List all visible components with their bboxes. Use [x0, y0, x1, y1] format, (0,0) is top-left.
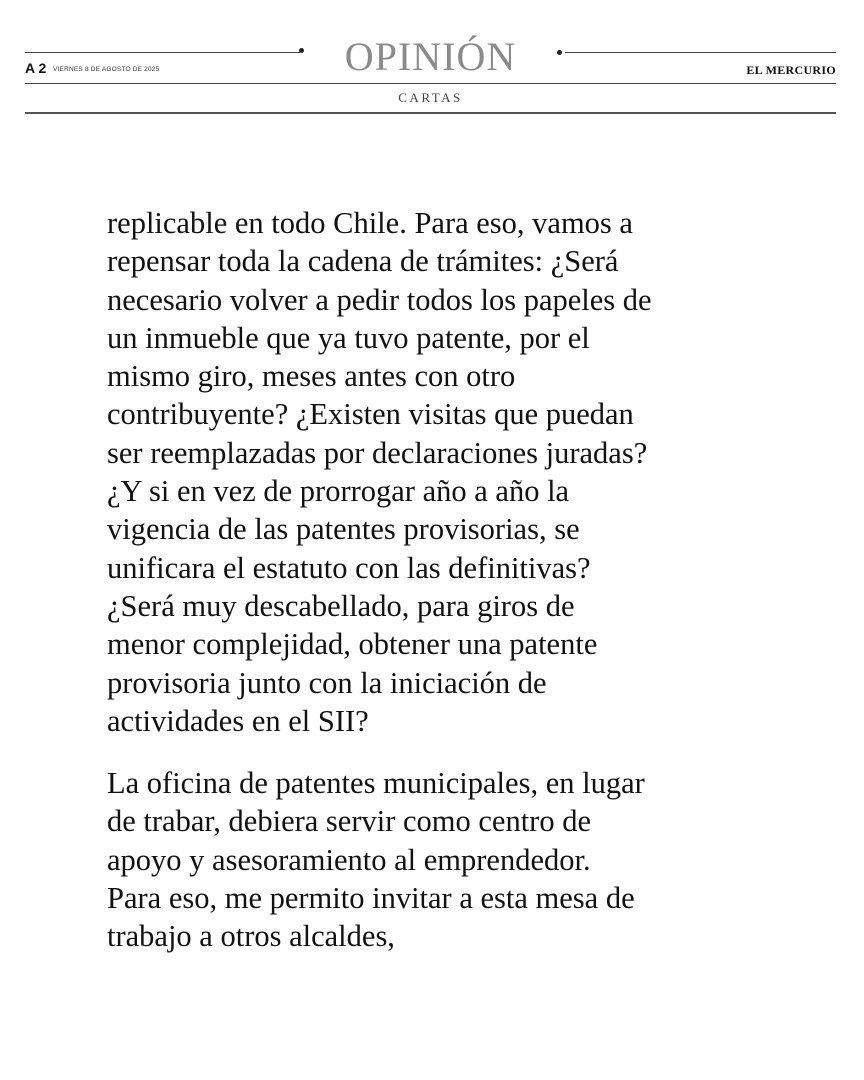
text-line: Para eso, me permito invitar a esta mesa de — [107, 881, 635, 916]
ornament-dot-right — [557, 50, 562, 55]
text-line: contribuyente? ¿Existen visitas que puedan — [107, 397, 634, 432]
text-line: trabajo a otros alcaldes, — [107, 919, 395, 954]
text-line: ¿Y si en vez de prorrogar año a año la — [107, 474, 570, 509]
letter-body — [107, 204, 787, 980]
masthead — [25, 30, 836, 116]
text-line: apoyo y asesoramiento al emprendedor. — [107, 842, 591, 877]
text-line: un inmueble que ya tuvo patente, por el — [107, 320, 590, 355]
newspaper-name: EL MERCURIO — [746, 63, 836, 77]
text-line: La oficina de patentes municipales, en lugar — [107, 766, 645, 801]
text-line: ser reemplazadas por declaraciones juradas? — [107, 435, 648, 470]
header-rule-bottom — [25, 112, 836, 114]
text-line: ¿Será muy descabellado, para giros de — [107, 588, 575, 623]
paragraph-1 — [107, 204, 787, 740]
paragraph-2 — [107, 764, 787, 955]
text-line: vigencia de las patentes provisorias, se — [107, 512, 580, 547]
text-line: replicable en todo Chile. Para eso, vamos a — [107, 206, 633, 240]
text-line: necesario volver a pedir todos los papeles de — [107, 282, 652, 317]
header-rule-middle — [25, 83, 836, 84]
text-line: menor complejidad, obtener una patente — [107, 627, 598, 662]
page-date: VIERNES 8 DE AGOSTO DE 2025 — [53, 66, 160, 73]
text-line: provisoria junto con la iniciación de — [107, 665, 547, 700]
header-rule-right — [565, 52, 836, 53]
text-line: unificara el estatuto con las definitivas? — [107, 550, 591, 585]
subsection-title: CARTAS — [398, 90, 463, 105]
text-line: de trabar, debiera servir como centro de — [107, 804, 591, 839]
page-number: A 2 — [25, 60, 47, 76]
section-title: OPINIÓN — [344, 34, 517, 79]
text-line: repensar toda la cadena de trámites: ¿Será — [107, 244, 619, 279]
text-line: mismo giro, meses antes con otro — [107, 359, 516, 394]
text-line: actividades en el SII? — [107, 703, 369, 738]
